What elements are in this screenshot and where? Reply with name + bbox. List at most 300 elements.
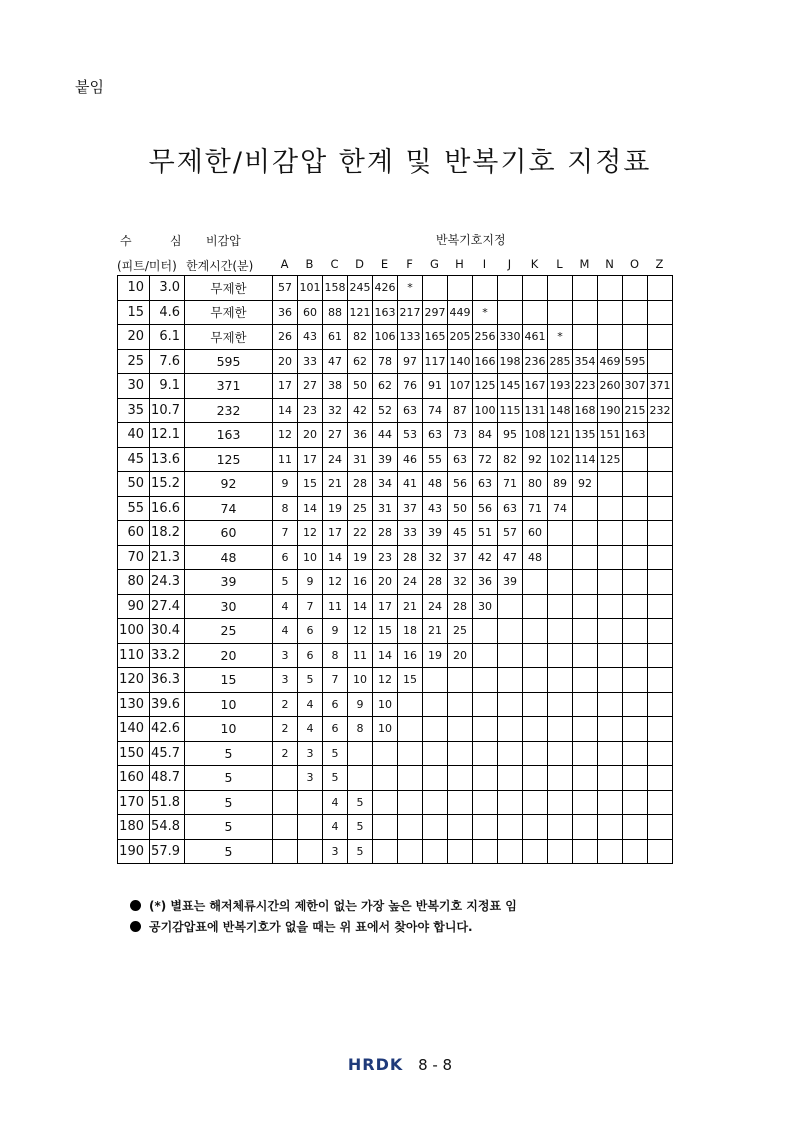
depth-meter-cell: 6.1 <box>150 325 185 350</box>
group-time-cell <box>623 300 648 325</box>
group-time-cell: 62 <box>373 374 398 399</box>
group-time-cell <box>498 815 523 840</box>
group-time-cell: 6 <box>298 619 323 644</box>
dive-table <box>117 275 673 864</box>
group-time-cell: 15 <box>298 472 323 497</box>
group-time-cell: 131 <box>523 398 548 423</box>
group-time-cell <box>473 717 498 742</box>
group-time-cell: 3 <box>273 643 298 668</box>
depth-meter-cell: 54.8 <box>150 815 185 840</box>
table-row <box>118 545 673 570</box>
group-time-cell: * <box>398 276 423 301</box>
group-time-cell <box>573 643 598 668</box>
group-time-cell <box>423 692 448 717</box>
group-time-cell: 50 <box>348 374 373 399</box>
group-time-cell: 41 <box>398 472 423 497</box>
group-time-cell: 27 <box>298 374 323 399</box>
group-time-cell <box>598 594 623 619</box>
table-row <box>118 521 673 546</box>
group-time-cell: 10 <box>373 692 398 717</box>
group-time-cell <box>398 717 423 742</box>
group-header-l: L <box>556 257 563 271</box>
group-time-cell: 14 <box>323 545 348 570</box>
group-time-cell <box>648 447 673 472</box>
group-time-cell: 72 <box>473 447 498 472</box>
group-time-cell <box>623 325 648 350</box>
group-time-cell <box>273 790 298 815</box>
group-time-cell <box>523 790 548 815</box>
group-time-cell <box>448 766 473 791</box>
group-time-cell: 74 <box>423 398 448 423</box>
group-time-cell <box>473 790 498 815</box>
group-time-cell: 9 <box>348 692 373 717</box>
group-time-cell: 469 <box>598 349 623 374</box>
group-time-cell <box>273 839 298 864</box>
group-time-cell <box>623 741 648 766</box>
group-time-cell <box>598 619 623 644</box>
group-time-cell <box>573 300 598 325</box>
group-time-cell <box>648 766 673 791</box>
group-time-cell <box>623 545 648 570</box>
group-time-cell: 3 <box>298 741 323 766</box>
group-time-cell <box>498 619 523 644</box>
group-time-cell: 63 <box>473 472 498 497</box>
group-time-cell <box>648 790 673 815</box>
group-time-cell: 34 <box>373 472 398 497</box>
group-time-cell: 102 <box>548 447 573 472</box>
group-time-cell: 140 <box>448 349 473 374</box>
depth-meter-cell: 15.2 <box>150 472 185 497</box>
group-time-cell: 125 <box>598 447 623 472</box>
group-time-cell: 52 <box>373 398 398 423</box>
group-time-cell: 108 <box>523 423 548 448</box>
group-time-cell <box>398 741 423 766</box>
group-time-cell: 9 <box>273 472 298 497</box>
group-time-cell <box>523 276 548 301</box>
table-row <box>118 276 673 301</box>
group-time-cell: 60 <box>523 521 548 546</box>
depth-feet-cell: 70 <box>118 545 150 570</box>
group-time-cell: 100 <box>473 398 498 423</box>
group-time-cell <box>523 741 548 766</box>
group-time-cell <box>598 741 623 766</box>
group-time-cell: 43 <box>298 325 323 350</box>
group-time-cell <box>523 594 548 619</box>
depth-meter-cell: 30.4 <box>150 619 185 644</box>
depth-meter-cell: 18.2 <box>150 521 185 546</box>
group-time-cell <box>498 668 523 693</box>
group-time-cell <box>598 325 623 350</box>
limit-time-cell: 15 <box>185 668 273 693</box>
page-footer <box>0 1055 800 1074</box>
group-time-cell: 28 <box>348 472 373 497</box>
table-row <box>118 325 673 350</box>
depth-feet-cell: 130 <box>118 692 150 717</box>
group-time-cell <box>623 790 648 815</box>
group-header-h: H <box>455 257 464 271</box>
group-time-cell: 12 <box>348 619 373 644</box>
group-time-cell <box>448 668 473 693</box>
group-time-cell <box>598 570 623 595</box>
group-time-cell: 5 <box>348 790 373 815</box>
group-time-cell <box>523 300 548 325</box>
depth-meter-cell: 3.0 <box>150 276 185 301</box>
depth-feet-cell: 30 <box>118 374 150 399</box>
group-time-cell: 56 <box>473 496 498 521</box>
group-time-cell: 7 <box>273 521 298 546</box>
group-time-cell: 25 <box>448 619 473 644</box>
depth-feet-cell: 150 <box>118 741 150 766</box>
group-time-cell: 16 <box>398 643 423 668</box>
depth-meter-cell: 7.6 <box>150 349 185 374</box>
group-time-cell: 10 <box>298 545 323 570</box>
group-time-cell: 17 <box>298 447 323 472</box>
group-time-cell <box>623 643 648 668</box>
group-time-cell <box>473 643 498 668</box>
limit-time-cell: 무제한 <box>185 325 273 350</box>
group-time-cell: 3 <box>298 766 323 791</box>
group-time-cell: 19 <box>323 496 348 521</box>
group-time-cell <box>423 839 448 864</box>
depth-meter-cell: 10.7 <box>150 398 185 423</box>
depth-meter-cell: 13.6 <box>150 447 185 472</box>
group-time-cell: 121 <box>548 423 573 448</box>
group-time-cell <box>548 594 573 619</box>
group-time-cell: 11 <box>273 447 298 472</box>
group-time-cell <box>648 300 673 325</box>
group-time-cell: 47 <box>323 349 348 374</box>
limit-time-cell: 39 <box>185 570 273 595</box>
group-header-j: J <box>507 257 512 271</box>
group-time-cell <box>548 815 573 840</box>
group-time-cell: 285 <box>548 349 573 374</box>
group-time-cell <box>398 692 423 717</box>
nodeco-label: 비감압 <box>206 234 241 248</box>
group-time-cell: 92 <box>523 447 548 472</box>
group-time-cell <box>573 325 598 350</box>
depth-feet-cell: 160 <box>118 766 150 791</box>
group-time-cell: 20 <box>373 570 398 595</box>
group-time-cell <box>548 766 573 791</box>
group-time-cell <box>498 594 523 619</box>
limit-time-cell: 5 <box>185 815 273 840</box>
group-time-cell: 56 <box>448 472 473 497</box>
group-time-cell <box>623 619 648 644</box>
note-1 <box>130 897 517 914</box>
group-time-cell: 84 <box>473 423 498 448</box>
group-time-cell: 36 <box>473 570 498 595</box>
group-time-cell <box>548 570 573 595</box>
group-time-cell <box>448 717 473 742</box>
group-time-cell <box>523 766 548 791</box>
group-time-cell <box>648 570 673 595</box>
group-time-cell <box>623 521 648 546</box>
group-time-cell <box>648 349 673 374</box>
group-time-cell: 61 <box>323 325 348 350</box>
group-time-cell: 371 <box>648 374 673 399</box>
group-time-cell: 53 <box>398 423 423 448</box>
group-time-cell <box>573 594 598 619</box>
group-time-cell: 9 <box>298 570 323 595</box>
group-time-cell <box>573 839 598 864</box>
depth-meter-cell: 39.6 <box>150 692 185 717</box>
group-time-cell <box>298 839 323 864</box>
depth-label-2: 심 <box>170 234 182 248</box>
units-label: (피트/미터) <box>117 259 177 273</box>
group-time-cell <box>573 717 598 742</box>
group-time-cell: 190 <box>598 398 623 423</box>
group-time-cell: 14 <box>273 398 298 423</box>
group-time-cell <box>623 766 648 791</box>
group-header-f: F <box>406 257 413 271</box>
group-header-k: K <box>530 257 539 271</box>
group-time-cell: 236 <box>523 349 548 374</box>
group-time-cell <box>598 839 623 864</box>
group-time-cell: 32 <box>323 398 348 423</box>
group-time-cell <box>423 717 448 742</box>
table-row <box>118 668 673 693</box>
group-time-cell: 50 <box>448 496 473 521</box>
group-time-cell: * <box>548 325 573 350</box>
limit-time-cell: 25 <box>185 619 273 644</box>
table-row <box>118 717 673 742</box>
group-time-cell: 20 <box>273 349 298 374</box>
limit-time-cell: 무제한 <box>185 300 273 325</box>
group-time-cell <box>548 619 573 644</box>
group-time-cell: 16 <box>348 570 373 595</box>
group-time-cell <box>648 545 673 570</box>
group-time-cell <box>373 839 398 864</box>
group-time-cell <box>598 496 623 521</box>
group-time-cell: 158 <box>323 276 348 301</box>
group-time-cell: 39 <box>373 447 398 472</box>
group-time-cell: 22 <box>348 521 373 546</box>
group-time-cell <box>498 766 523 791</box>
group-time-cell: 145 <box>498 374 523 399</box>
group-time-cell: 2 <box>273 692 298 717</box>
group-time-cell: 20 <box>448 643 473 668</box>
group-time-cell <box>498 643 523 668</box>
group-time-cell <box>448 741 473 766</box>
group-time-cell: 426 <box>373 276 398 301</box>
group-time-cell: 21 <box>398 594 423 619</box>
group-time-cell: 25 <box>348 496 373 521</box>
group-time-cell <box>298 815 323 840</box>
group-time-cell <box>648 717 673 742</box>
group-time-cell: 97 <box>398 349 423 374</box>
group-time-cell <box>598 300 623 325</box>
group-time-cell: 32 <box>448 570 473 595</box>
group-time-cell: 28 <box>448 594 473 619</box>
group-time-cell: 37 <box>398 496 423 521</box>
group-time-cell: 74 <box>548 496 573 521</box>
group-time-cell: 31 <box>373 496 398 521</box>
table-row <box>118 496 673 521</box>
limit-label: 한계시간(분) <box>186 259 254 273</box>
group-time-cell: 4 <box>323 790 348 815</box>
group-time-cell: 6 <box>298 643 323 668</box>
depth-meter-cell: 24.3 <box>150 570 185 595</box>
group-time-cell <box>348 766 373 791</box>
group-time-cell <box>598 545 623 570</box>
limit-time-cell: 5 <box>185 839 273 864</box>
group-time-cell <box>548 545 573 570</box>
group-time-cell: 2 <box>273 717 298 742</box>
group-time-cell <box>448 839 473 864</box>
depth-feet-cell: 180 <box>118 815 150 840</box>
group-time-cell: 14 <box>298 496 323 521</box>
group-time-cell: 91 <box>423 374 448 399</box>
group-time-cell: 4 <box>273 619 298 644</box>
group-time-cell: 17 <box>373 594 398 619</box>
group-time-cell <box>298 790 323 815</box>
group-time-cell: 107 <box>448 374 473 399</box>
group-time-cell: 15 <box>373 619 398 644</box>
table-row <box>118 374 673 399</box>
group-time-cell: 24 <box>398 570 423 595</box>
group-time-cell <box>548 300 573 325</box>
group-time-cell: 12 <box>373 668 398 693</box>
group-time-cell <box>598 472 623 497</box>
group-time-cell: 26 <box>273 325 298 350</box>
limit-time-cell: 48 <box>185 545 273 570</box>
depth-meter-cell: 4.6 <box>150 300 185 325</box>
group-time-cell <box>623 815 648 840</box>
group-time-cell: 151 <box>598 423 623 448</box>
group-header-a: A <box>280 257 289 271</box>
group-time-cell <box>448 692 473 717</box>
group-time-cell: * <box>473 300 498 325</box>
depth-meter-cell: 9.1 <box>150 374 185 399</box>
group-time-cell: 8 <box>273 496 298 521</box>
group-time-cell: 11 <box>348 643 373 668</box>
group-time-cell <box>623 570 648 595</box>
group-time-cell <box>573 741 598 766</box>
group-time-cell <box>598 766 623 791</box>
table-row <box>118 643 673 668</box>
group-time-cell: 82 <box>348 325 373 350</box>
group-time-cell <box>448 815 473 840</box>
group-time-cell: 193 <box>548 374 573 399</box>
limit-time-cell: 10 <box>185 692 273 717</box>
group-time-cell <box>623 472 648 497</box>
group-time-cell: 125 <box>473 374 498 399</box>
group-header-m: M <box>579 257 590 271</box>
group-time-cell <box>648 815 673 840</box>
group-time-cell <box>423 276 448 301</box>
group-time-cell: 2 <box>273 741 298 766</box>
group-time-cell <box>448 790 473 815</box>
group-time-cell: 223 <box>573 374 598 399</box>
group-time-cell <box>573 545 598 570</box>
group-time-cell <box>498 692 523 717</box>
group-time-cell <box>623 447 648 472</box>
group-time-cell: 23 <box>373 545 398 570</box>
group-time-cell: 55 <box>423 447 448 472</box>
group-time-cell <box>423 815 448 840</box>
group-time-cell: 354 <box>573 349 598 374</box>
group-time-cell <box>648 423 673 448</box>
group-time-cell <box>548 717 573 742</box>
limit-time-cell: 371 <box>185 374 273 399</box>
group-time-cell: 14 <box>348 594 373 619</box>
group-time-cell: 44 <box>373 423 398 448</box>
group-time-cell: 39 <box>423 521 448 546</box>
group-time-cell: 36 <box>348 423 373 448</box>
table-row <box>118 594 673 619</box>
depth-meter-cell: 21.3 <box>150 545 185 570</box>
group-time-cell <box>548 692 573 717</box>
group-time-cell <box>523 619 548 644</box>
group-time-cell <box>523 815 548 840</box>
limit-time-cell: 92 <box>185 472 273 497</box>
group-header-e: E <box>380 257 389 271</box>
group-time-cell <box>523 692 548 717</box>
group-time-cell: 24 <box>323 447 348 472</box>
limit-time-cell: 20 <box>185 643 273 668</box>
group-time-cell: 48 <box>423 472 448 497</box>
group-time-cell: 30 <box>473 594 498 619</box>
group-time-cell: 28 <box>373 521 398 546</box>
group-time-cell <box>548 521 573 546</box>
group-time-cell <box>498 717 523 742</box>
group-time-cell: 8 <box>323 643 348 668</box>
depth-meter-cell: 33.2 <box>150 643 185 668</box>
group-time-cell: 5 <box>348 815 373 840</box>
table-row <box>118 839 673 864</box>
group-time-cell: 42 <box>348 398 373 423</box>
group-time-cell: 78 <box>373 349 398 374</box>
table-row <box>118 766 673 791</box>
group-time-cell: 6 <box>323 717 348 742</box>
group-time-cell <box>598 521 623 546</box>
group-time-cell: 4 <box>298 692 323 717</box>
group-time-cell <box>498 300 523 325</box>
table-row <box>118 570 673 595</box>
group-time-cell: 28 <box>398 545 423 570</box>
group-time-cell <box>523 717 548 742</box>
group-time-cell <box>498 839 523 864</box>
group-time-cell: 5 <box>348 839 373 864</box>
depth-meter-cell: 51.8 <box>150 790 185 815</box>
group-time-cell <box>398 839 423 864</box>
limit-time-cell: 163 <box>185 423 273 448</box>
depth-meter-cell: 42.6 <box>150 717 185 742</box>
depth-meter-cell: 45.7 <box>150 741 185 766</box>
group-header-g: G <box>430 257 439 271</box>
group-time-cell: 87 <box>448 398 473 423</box>
group-time-cell: 297 <box>423 300 448 325</box>
limit-time-cell: 무제한 <box>185 276 273 301</box>
group-time-cell <box>423 668 448 693</box>
limit-time-cell: 5 <box>185 790 273 815</box>
group-time-cell <box>623 276 648 301</box>
group-time-cell: 31 <box>348 447 373 472</box>
group-time-cell <box>473 668 498 693</box>
table-row <box>118 741 673 766</box>
depth-feet-cell: 50 <box>118 472 150 497</box>
group-time-cell: 3 <box>323 839 348 864</box>
group-time-cell: 47 <box>498 545 523 570</box>
group-time-cell: 92 <box>573 472 598 497</box>
group-time-cell <box>473 276 498 301</box>
group-time-cell <box>398 790 423 815</box>
table-row <box>118 815 673 840</box>
group-time-cell <box>398 815 423 840</box>
group-time-cell: 461 <box>523 325 548 350</box>
group-time-cell <box>498 276 523 301</box>
group-time-cell <box>548 276 573 301</box>
